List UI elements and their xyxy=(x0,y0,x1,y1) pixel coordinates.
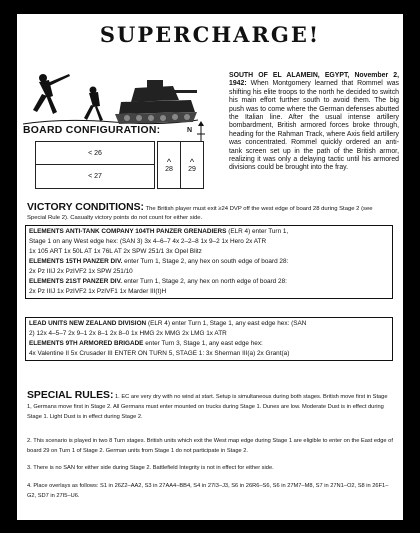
british-row: 2) 12x 4–5–7 2x 9–1 2x 8–1 2x 8–0 1x HMG 2x MMG 2x LMG 1x ATR xyxy=(29,330,227,337)
chevron-up-icon: ^ xyxy=(166,156,172,167)
german-row: ELEMENTS 15TH PANZER DIV. enter Turn 1, Stage 2, any hex on south edge of board 28: xyxy=(29,258,289,265)
german-row: 2x Pz IIIJ 2x PzIVF2 1x SPW 251/10 xyxy=(29,268,133,275)
british-row: 4x Valentine II 5x Crusader III ENTER ON TURN 5, STAGE 1: 3x Sherman III(a) 2x Grant(a) xyxy=(29,350,290,357)
german-forces-box xyxy=(25,225,393,299)
british-row: ELEMENTS 9TH ARMORED BRIGADE enter Turn 3, Stage 1, any east edge hex: xyxy=(29,340,263,347)
board-28 xyxy=(157,141,181,189)
british-row: LEAD UNITS NEW ZEALAND DIVISION (ELR 4) enter Turn 1, Stage 1, any east edge hex: (SAN xyxy=(29,320,307,327)
board-29-label: 29 xyxy=(188,165,196,173)
special-rule-1: SPECIAL RULES: 1. EC are very dry with no wind at start. Setup is simultaneous during both stages. British move first in Stage 1, Germans move first in Stage 2. All Germans must enter mounted on trucks during Stage 1. Dunes are low. Moderate Dust is in effect during Stage 1. Light Dust is in effect during Stage 2. xyxy=(27,390,388,421)
historical-intro xyxy=(229,72,399,173)
special-rule-3: 3. There is no SAN for either side during Stage 2. Battlefield Integrity is not in effect for either side. xyxy=(27,465,274,471)
german-row: 1x 105 ART 1x 50L AT 1x 76L AT 2x SPW 251/1 3x Opel Blitz xyxy=(29,248,202,255)
victory-conditions-text: The British player must exit ≥24 DVP off the west edge of board 28 during Stage 2 (see Special Rule 2). Casualty victory points do not count for either side. xyxy=(27,206,373,222)
scenario-card xyxy=(17,14,403,520)
board-26-label: < 26 xyxy=(88,150,102,157)
german-row: ELEMENTS ANTI-TANK COMPANY 104TH PANZER GRENADIERS (ELR 4) enter Turn 1, xyxy=(29,228,289,235)
board-27-label: < 27 xyxy=(88,173,102,180)
scenario-title: SUPERCHARGE! xyxy=(99,22,321,47)
board-28-label: 28 xyxy=(165,165,173,173)
board-26 xyxy=(35,141,155,166)
board-configuration-heading: BOARD CONFIGURATION: xyxy=(23,125,161,136)
german-row: Stage 1 on any West edge hex: (SAN 3) 3x 4–6–7 4x 2–2–8 1x 9–2 1x Hero 2x ATR xyxy=(29,238,267,245)
compass-north-label: N xyxy=(187,127,193,134)
british-forces-box xyxy=(25,317,393,361)
german-row: ELEMENTS 21ST PANZER DIV. enter Turn 1, Stage 2, any hex on north edge of board 28: xyxy=(29,278,287,285)
intro-body: When Montgomery learned that Rommel was shifting his elite troops to the north he decided to switch his main effort further south to avoid them. The big push was to come where the German defenses abutted the Italian line. After the usual intense artillery bombardment, British armored forces broke through, heading for the Rahman Track, where Axis field artillery was concentrated. Rommel quickly ordered an anti-tank screen set up in the path of the British armor, realizing it was only a delaying tactic until his armored divisions could be brought into the fray. xyxy=(229,80,399,172)
special-rule-4: 4. Place overlays as follows: S1 in 26Z2–AA2, S3 in 27AA4–BB4, S4 in 27I3–J3, S6 in 26R6–S6, S6 in 27M7–M8, S7 in 27N1–O2, S8 in 26F1–G2, SD7 in 27I5–U6. xyxy=(27,483,389,500)
special-rule-2: 2. This scenario is played in two 8 Turn stages. British units which exit the West map edge during Stage 1 are eligible to enter on the East edge of board 29 on Turn 1 of Stage 2. German units from Stage 1 do not participate in Stage 2. xyxy=(27,438,393,455)
special-rules-heading: SPECIAL RULES: xyxy=(27,390,114,401)
board-27 xyxy=(35,164,155,189)
board-29 xyxy=(180,141,204,189)
victory-conditions-heading: VICTORY CONDITIONS: xyxy=(27,202,145,213)
victory-conditions xyxy=(27,203,393,224)
intro-headline: SOUTH OF EL ALAMEIN, EGYPT, November 2, 1942: xyxy=(229,72,399,88)
soldiers-tank-illustration xyxy=(23,50,198,130)
german-row: 2x Pz IIIJ 1x PzIVF2 1x PzIVF1 1x Marder III(t)H xyxy=(29,288,167,295)
chevron-up-icon: ^ xyxy=(189,156,195,167)
